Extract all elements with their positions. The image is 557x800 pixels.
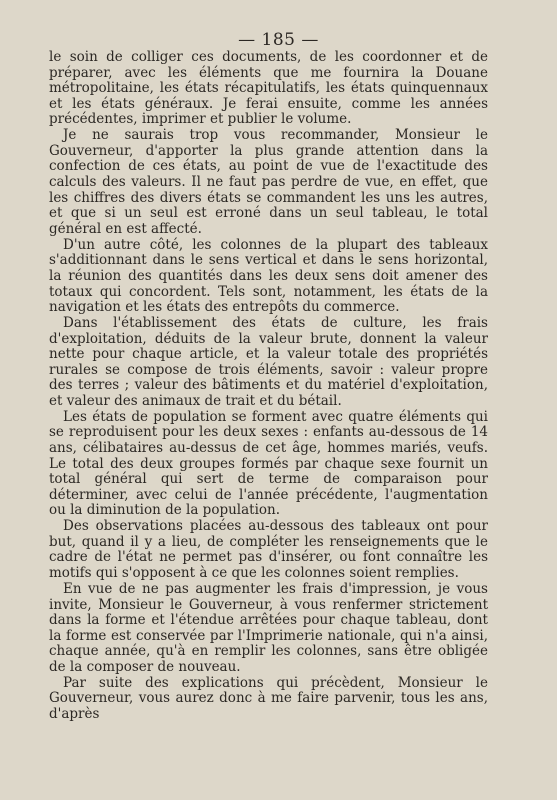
page-number: — 185 —	[238, 30, 319, 50]
paragraph-accuracy: Je ne saurais trop vous recommander, Monsieur le Gouverneur, d'apporter la plus grande attention dans la confection de ces états, au point de vue de l'exactitude des calculs des valeurs. Il ne faut pas perdre de vue, en effet, que les chiffres des divers états se commandent les uns les autres, et que si un seul est erroné dans un seul tableau, le total général en est affecté.	[49, 127, 488, 237]
paragraph-printing: En vue de ne pas augmenter les frais d'impression, je vous invite, Monsieur le Gouverneur, à vous renfermer strictement dans la forme et l'étendue arrêtées pour chaque tableau, dont la forme est conservée par l'Imprimerie nationale, qui n'a ainsi, chaque année, qu'à en remplir les colonnes, sans être obligée de la composer de nouveau.	[49, 580, 488, 675]
document-text	[49, 50, 488, 723]
paragraph-observations: Des observations placées au-dessous des tableaux ont pour but, quand il y a lieu, de compléter les renseignements que le cadre de l'état ne permet pas d'insérer, ou font connaître les motifs qui s'opposent à ce que les colonnes soient remplies.	[49, 518, 488, 582]
paragraph-culture: Dans l'établissement des états de culture, les frais d'exploitation, déduits de la valeur brute, donnent la valeur nette pour chaque article, et la valeur totale des propriétés rurales se compose de trois éléments, savoir : valeur propre des terres ; valeur des bâtiments et du matériel d'exploitation, et valeur des animaux de trait et du bétail.	[49, 314, 488, 409]
paragraph-population: Les états de population se forment avec quatre éléments qui se reproduisent pour les deux sexes : enfants au-dessous de 14 ans, célibataires au-dessus de cet âge, hommes mariés, veufs. Le total des deux groupes formés par chaque sexe fournit un total général qui sert de terme de comparaison pour déterminer, avec celui de l'année précédente, l'augmentation ou la diminution de la population.	[49, 408, 488, 519]
paragraph-columns: D'un autre côté, les colonnes de la plupart des tableaux s'additionnant dans le sens vertical et dans le sens horizontal, la réunion des quantités dans les deux sens doit amener des totaux qui concordent. Tels sont, notamment, les états de la navigation et les états des entrepôts du commerce.	[49, 236, 488, 316]
paragraph-continuation: le soin de colliger ces documents, de les coordonner et de préparer, avec les éléments que me fournira la Douane métropolitaine, les états récapitulatifs, les états quinquennaux et les états généraux. Je ferai ensuite, comme les années précédentes, imprimer et publier le volume.	[49, 49, 488, 128]
paragraph-closing: Par suite des explications qui précèdent, Monsieur le Gouverneur, vous aurez donc à me faire parvenir, tous les ans, d'après	[49, 674, 488, 723]
